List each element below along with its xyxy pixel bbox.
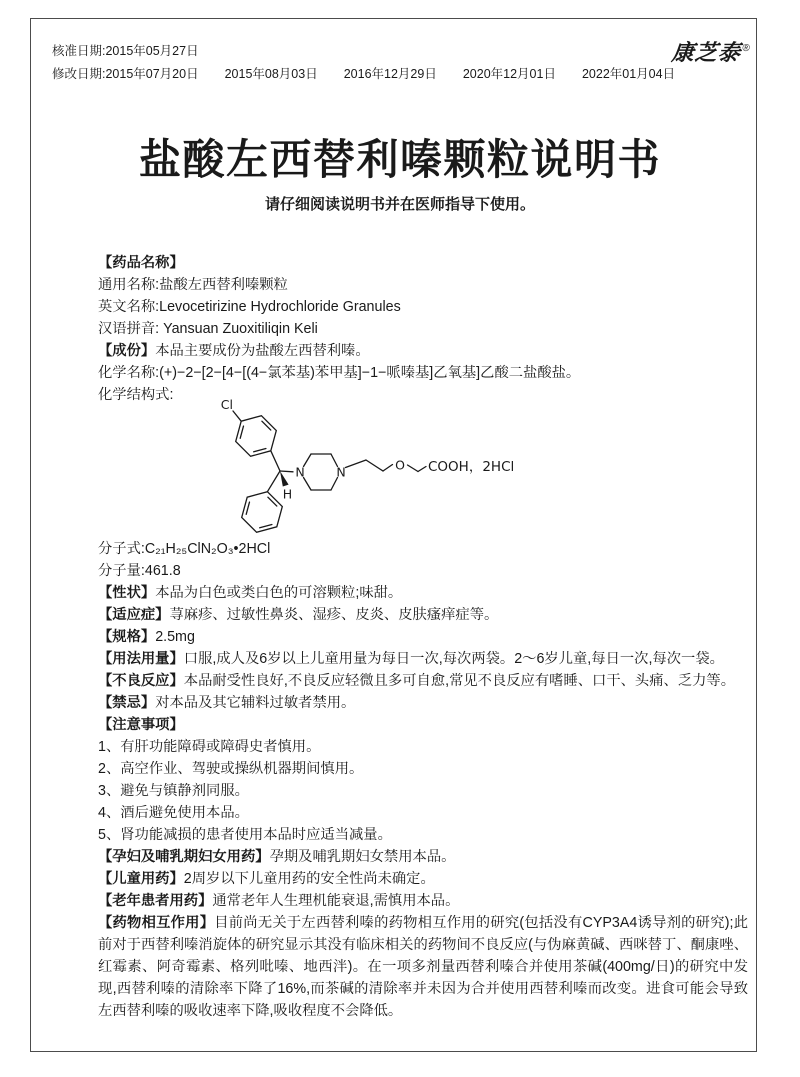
page-title: 盐酸左西替利嗪颗粒说明书 bbox=[138, 136, 661, 183]
revision-date-label: 修改日期:2015年07月20日 bbox=[52, 67, 199, 81]
line-text: 化学结构式: bbox=[98, 387, 174, 403]
section-label: 【孕妇及哺乳期妇女用药】 bbox=[98, 849, 270, 865]
line-text: 分子式:C₂₁H₂₅ClN₂O₃•2HCl bbox=[98, 541, 271, 557]
body-line bbox=[98, 274, 748, 296]
brand-logo bbox=[670, 36, 752, 67]
subtitle: 请仔细阅读说明书并在医师指导下使用。 bbox=[264, 196, 535, 213]
section-label: 【禁忌】 bbox=[98, 695, 156, 711]
body-lines-after-structure bbox=[98, 538, 748, 1022]
line-text: 目前尚无关于左西替利嗪的药物相互作用的研究(包括没有CYP3A4诱导剂的研究);此前对于西替利嗪消旋体的研究显示其没有临床相关的药物间不良反应(与伪麻黄碱、西咪替丁、酮康唑、红霉素、阿奇霉素、格列吡嗪、地西泮)。在一项多剂量西替利嗪合并使用茶碱(400mg/日)的研究中发现,西替利嗪的清除率下降了16%,而茶碱的清除率并未因为合并使用西替利嗪而改变。进食可能会导致左西替利嗪的吸收速率下降,吸收程度不会降低。 bbox=[98, 915, 749, 1019]
body-line bbox=[98, 626, 748, 648]
revision-date-item: 2015年08月03日 bbox=[224, 67, 318, 81]
line-text: 本品主要成份为盐酸左西替利嗪。 bbox=[155, 343, 370, 359]
body-line bbox=[98, 604, 748, 626]
section-label: 【老年患者用药】 bbox=[98, 893, 213, 909]
revision-date-item: 2016年12月29日 bbox=[343, 67, 437, 81]
line-text: 荨麻疹、过敏性鼻炎、湿疹、皮炎、皮肤瘙痒症等。 bbox=[169, 607, 499, 623]
body-line bbox=[98, 912, 748, 1022]
date-block bbox=[52, 40, 675, 86]
line-text: 分子量:461.8 bbox=[98, 563, 181, 579]
body-line bbox=[98, 538, 748, 560]
body-line bbox=[98, 736, 748, 758]
line-text: 通常老年人生理机能衰退,需慎用本品。 bbox=[212, 893, 460, 909]
revision-date-item: 2022年01月04日 bbox=[581, 67, 676, 81]
section-label: 【注意事项】 bbox=[98, 717, 184, 733]
body-line bbox=[98, 846, 748, 868]
section-label: 【不良反应】 bbox=[98, 673, 184, 689]
cl-atom-label: Cl bbox=[220, 397, 233, 412]
h-atom-label: H bbox=[282, 486, 293, 502]
body-line bbox=[98, 714, 748, 736]
section-label: 【用法用量】 bbox=[98, 651, 184, 667]
body-line bbox=[98, 802, 748, 824]
section-label: 【规格】 bbox=[98, 629, 156, 645]
line-text: 通用名称:盐酸左西替利嗪颗粒 bbox=[98, 277, 288, 293]
n-right-atom-label: N bbox=[336, 464, 346, 480]
line-text: 2.5mg bbox=[155, 629, 195, 645]
body-line bbox=[98, 758, 748, 780]
body-line bbox=[98, 890, 748, 912]
body-line bbox=[98, 692, 748, 714]
line-text: 汉语拼音: Yansuan Zuoxitiliqin Keli bbox=[98, 321, 318, 337]
line-text: 本品耐受性良好,不良反应轻微且多可自愈,常见不良反应有嗜睡、口干、头痛、乏力等。 bbox=[183, 673, 736, 689]
n-left-atom-label: N bbox=[295, 464, 305, 480]
line-text: 1、有肝功能障碍或障碍史者慎用。 bbox=[98, 739, 321, 755]
acid-group-label: COOH，2HCl bbox=[428, 459, 515, 475]
body-line bbox=[98, 780, 748, 802]
leaflet-body bbox=[98, 252, 748, 1022]
body-line bbox=[98, 648, 748, 670]
body-lines-before-structure bbox=[98, 252, 748, 406]
o-atom-label: O bbox=[395, 457, 405, 473]
section-label: 【成份】 bbox=[98, 343, 156, 359]
line-text: 英文名称:Levocetirizine Hydrochloride Granules bbox=[98, 299, 401, 315]
line-text: 3、避免与镇静剂同服。 bbox=[98, 783, 249, 799]
registered-trademark-icon: ® bbox=[741, 43, 751, 54]
body-line bbox=[98, 252, 748, 274]
body-line bbox=[98, 670, 748, 692]
body-line bbox=[98, 362, 748, 384]
line-text: 口服,成人及6岁以上儿童用量为每日一次,每次两袋。2～6岁儿童,每日一次,每次一袋。 bbox=[183, 651, 724, 667]
body-line bbox=[98, 824, 748, 846]
line-text: 化学名称:(+)−2−[2−[4−[(4−氯苯基)苯甲基]−1−哌嗪基]乙氧基]乙酸二盐酸盐。 bbox=[98, 365, 581, 381]
body-line bbox=[98, 560, 748, 582]
chemical-structure-svg bbox=[210, 396, 515, 538]
section-label: 【儿童用药】 bbox=[98, 871, 184, 887]
line-text: 对本品及其它辅料过敏者禁用。 bbox=[155, 695, 356, 711]
line-text: 4、酒后避免使用本品。 bbox=[98, 805, 249, 821]
line-text: 孕期及哺乳期妇女禁用本品。 bbox=[269, 849, 456, 865]
section-label: 【药品名称】 bbox=[98, 255, 184, 271]
body-line bbox=[98, 296, 748, 318]
body-line bbox=[98, 318, 748, 340]
line-text: 本品为白色或类白色的可溶颗粒;味甜。 bbox=[155, 585, 403, 601]
revision-dates-row bbox=[52, 63, 675, 86]
line-text: 2、高空作业、驾驶或操纵机器期间慎用。 bbox=[98, 761, 364, 777]
chemical-structure-diagram bbox=[210, 396, 748, 538]
body-line bbox=[98, 340, 748, 362]
brand-name: 康芝泰 bbox=[670, 40, 742, 65]
section-label: 【性状】 bbox=[98, 585, 156, 601]
revision-date-item: 2020年12月01日 bbox=[462, 67, 556, 81]
body-line bbox=[98, 582, 748, 604]
wedge-bond bbox=[280, 471, 289, 487]
approval-date: 核准日期:2015年05月27日 bbox=[52, 44, 199, 58]
section-label: 【适应症】 bbox=[98, 607, 170, 623]
line-text: 2周岁以下儿童用药的安全性尚未确定。 bbox=[183, 871, 435, 887]
body-line bbox=[98, 868, 748, 890]
line-text: 5、肾功能减损的患者使用本品时应适当减量。 bbox=[98, 827, 392, 843]
section-label: 【药物相互作用】 bbox=[98, 915, 215, 931]
